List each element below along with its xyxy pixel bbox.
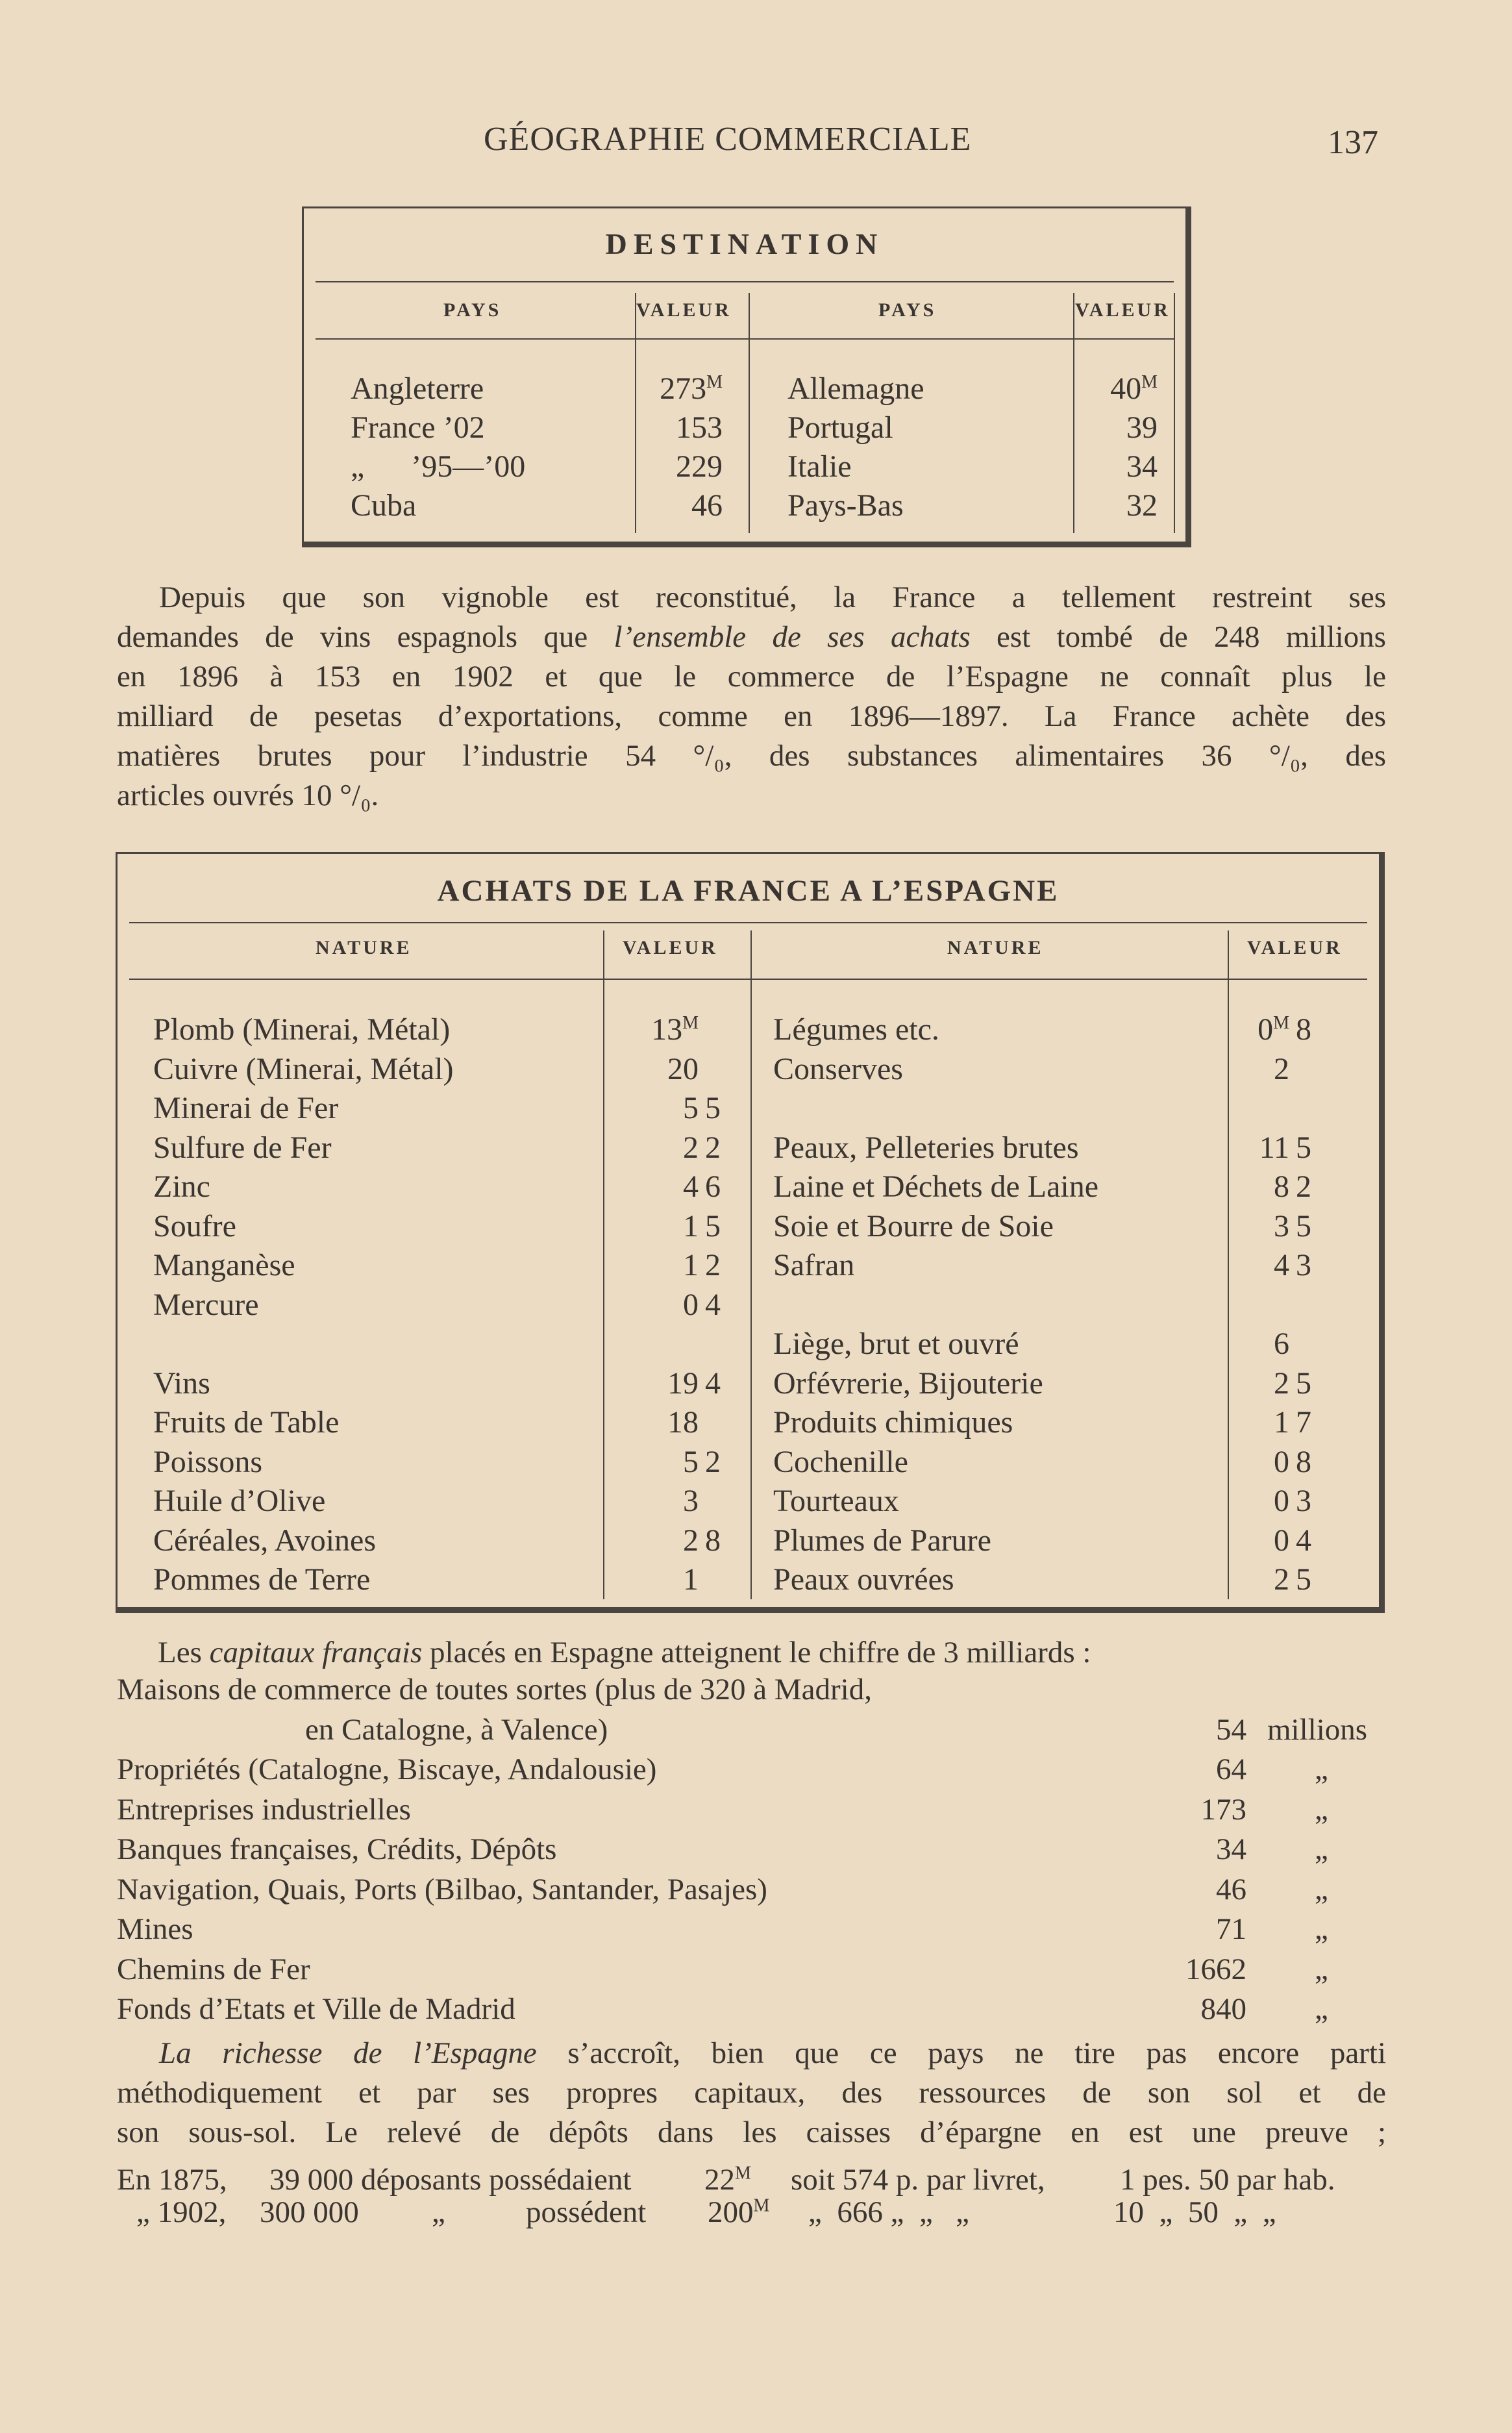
table-cell: 8 <box>1274 1169 1289 1204</box>
table-cell: Produits chimiques <box>773 1405 1013 1440</box>
running-title: GÉOGRAPHIE COMMERCIALE <box>484 121 972 158</box>
table-cell: Poissons <box>153 1445 263 1479</box>
text-line: articles ouvrés 10 °/₀. <box>117 779 379 812</box>
table-cell: Plomb (Minerai, Métal) <box>153 1012 451 1047</box>
investment-value: 71 <box>1216 1912 1246 1946</box>
column-header: PAYS <box>443 299 502 321</box>
investment-value: 840 <box>1200 1992 1246 2026</box>
table-cell: 4 <box>705 1288 721 1322</box>
page-number: 137 <box>1328 124 1378 161</box>
table-cell: 229 <box>676 449 723 484</box>
table-cell: 5 <box>705 1091 721 1125</box>
investment-unit: „ <box>1315 1793 1328 1827</box>
table-cell: Mercure <box>153 1288 259 1322</box>
investment-unit: „ <box>1315 1992 1328 2026</box>
table-cell: 1 <box>683 1209 699 1243</box>
table-cell: 0 <box>683 1288 699 1322</box>
table-cell: Allemagne <box>787 371 924 406</box>
investment-unit: „ <box>1315 1753 1328 1786</box>
savings-per-book: „ 666 „ „ „ <box>808 2195 969 2229</box>
table-cell: 2 <box>683 1523 699 1558</box>
investment-label: Fonds d’Etats et Ville de Madrid <box>117 1992 515 2026</box>
column-header: PAYS <box>878 299 937 321</box>
table-rule <box>316 281 1174 282</box>
text-line: méthodiquement et par ses propres capitaux, des ressources de son sol et de <box>117 2076 1386 2110</box>
investment-label: Chemins de Fer <box>117 1953 310 1986</box>
investment-label: Entreprises industrielles <box>117 1793 411 1827</box>
table-cell: 39 <box>1126 410 1158 445</box>
table-cell: 3 <box>1296 1248 1311 1282</box>
table-cell: „ ’95—’00 <box>351 449 526 484</box>
table-cell: Orfévrerie, Bijouterie <box>773 1366 1043 1401</box>
table-cell: 5 <box>1296 1130 1311 1165</box>
table-cell: Minerai de Fer <box>153 1091 339 1125</box>
table-cell: Laine et Déchets de Laine <box>773 1169 1099 1204</box>
table-cell: 18 <box>667 1405 699 1440</box>
table-cell: 5 <box>683 1091 699 1125</box>
table-cell: 8 <box>705 1523 721 1558</box>
table-cell: $273^M$ <box>660 371 723 406</box>
investment-label: Navigation, Quais, Ports (Bilbao, Santander, Pasajes) <box>117 1873 767 1906</box>
column-header: VALEUR <box>1247 937 1343 958</box>
table-cell: 2 <box>683 1130 699 1165</box>
table-cell: Sulfure de Fer <box>153 1130 332 1165</box>
table-cell: 8 <box>1296 1445 1311 1479</box>
table-cell: Soie et Bourre de Soie <box>773 1209 1054 1243</box>
savings-depositors: 39 000 déposants possédaient <box>269 2163 632 2197</box>
investments-intro: Les capitaux français placés en Espagne atteignent le chiffre de 3 milliards : <box>158 1636 1091 1669</box>
table-cell: 4 <box>1274 1248 1289 1282</box>
table-cell: Cuba <box>351 488 417 523</box>
column-header: VALEUR <box>636 299 732 321</box>
savings-amount: $200^M$ <box>708 2195 770 2229</box>
savings-per-book: soit 574 p. par livret, <box>791 2163 1045 2197</box>
savings-depositors: 300 000 <box>260 2195 359 2229</box>
savings-year: En 1875, <box>117 2163 227 2197</box>
table-cell: Cuivre (Minerai, Métal) <box>153 1052 454 1086</box>
table-cell: $40^M$ <box>1110 371 1158 406</box>
table-cell: 8 <box>1296 1012 1311 1047</box>
table-cell: 5 <box>1296 1209 1311 1243</box>
table-cell: 11 <box>1259 1130 1289 1165</box>
table-cell: 2 <box>1274 1052 1289 1086</box>
investment-label: Propriétés (Catalogne, Biscaye, Andalousie) <box>117 1753 657 1786</box>
column-header: NATURE <box>316 937 412 958</box>
table-cell: Tourteaux <box>773 1484 899 1518</box>
column-divider <box>1174 293 1175 533</box>
table-cell: 46 <box>691 488 723 523</box>
table-cell: Cochenille <box>773 1445 908 1479</box>
column-divider <box>603 930 604 1599</box>
table-cell: 2 <box>705 1130 721 1165</box>
column-header: NATURE <box>947 937 1044 958</box>
table-cell: France ’02 <box>351 410 485 445</box>
ditto-mark: „ <box>432 2195 445 2229</box>
investment-unit: „ <box>1315 1912 1328 1946</box>
investment-unit: „ <box>1315 1953 1328 1986</box>
table-cell: 0 <box>1274 1484 1289 1518</box>
table-cell: 1 <box>1274 1405 1289 1440</box>
investment-unit: „ <box>1315 1832 1328 1866</box>
table-cell: Pays-Bas <box>787 488 904 523</box>
table-cell: 1 <box>683 1562 699 1597</box>
table-cell: 6 <box>705 1169 721 1204</box>
investment-unit: millions <box>1267 1713 1368 1747</box>
table-cell: Angleterre <box>351 371 484 406</box>
table-cell: 19 <box>667 1366 699 1401</box>
table-cell: Manganèse <box>153 1248 295 1282</box>
table-cell: Fruits de Table <box>153 1405 340 1440</box>
column-divider <box>750 930 752 1599</box>
column-divider <box>1228 930 1229 1599</box>
text-line: Depuis que son vignoble est reconstitué, la France a tellement restreint ses <box>159 580 1386 614</box>
table-cell: 5 <box>1296 1562 1311 1597</box>
table-cell: 1 <box>683 1248 699 1282</box>
table-cell: Plumes de Parure <box>773 1523 991 1558</box>
table-cell: Italie <box>787 449 852 484</box>
table-cell: 3 <box>683 1484 699 1518</box>
table-rule <box>129 922 1367 923</box>
table-cell: 4 <box>1296 1523 1311 1558</box>
table-cell: $13^M$ <box>651 1012 699 1047</box>
column-divider <box>749 293 750 533</box>
table-cell: Liège, brut et ouvré <box>773 1327 1019 1361</box>
table-cell: 2 <box>1274 1366 1289 1401</box>
table-cell: Safran <box>773 1248 855 1282</box>
table-rule <box>316 338 1174 340</box>
table-cell: 0 <box>1274 1523 1289 1558</box>
table-cell: 5 <box>683 1445 699 1479</box>
investment-unit: „ <box>1315 1873 1328 1906</box>
savings-verb: possédent <box>526 2195 647 2229</box>
table-cell: Soufre <box>153 1209 236 1243</box>
table-cell: 153 <box>676 410 723 445</box>
destination-table <box>302 206 1191 547</box>
achats-table <box>116 852 1385 1613</box>
table-cell: 4 <box>683 1169 699 1204</box>
table-cell: 34 <box>1126 449 1158 484</box>
achats-table-title: ACHATS DE LA FRANCE A L’ESPAGNE <box>437 874 1060 908</box>
investment-label: Mines <box>117 1912 193 1946</box>
paragraph-richesse <box>117 2034 1386 2152</box>
table-cell: Pommes de Terre <box>153 1562 371 1597</box>
investment-value: 46 <box>1216 1873 1246 1906</box>
table-cell: 2 <box>1296 1169 1311 1204</box>
investment-value: 54 <box>1216 1713 1246 1747</box>
paragraph-vins <box>117 578 1386 816</box>
table-cell: Vins <box>153 1366 210 1401</box>
table-cell: 3 <box>1274 1209 1289 1243</box>
text-line: matières brutes pour l’industrie 54 °/₀, des substances alimentaires 36 °/₀, des <box>117 739 1386 773</box>
destination-table-title: DESTINATION <box>605 227 884 260</box>
text-line: La richesse de l’Espagne s’accroît, bien que ce pays ne tire pas encore parti <box>159 2036 1386 2070</box>
table-cell: 2 <box>705 1248 721 1282</box>
table-cell: 5 <box>1296 1366 1311 1401</box>
table-cell: 5 <box>705 1209 721 1243</box>
savings-amount: $22^M$ <box>704 2163 751 2197</box>
savings-per-inhabitant: 1 pes. 50 par hab. <box>1120 2163 1335 2197</box>
table-cell: Légumes etc. <box>773 1012 939 1047</box>
table-cell: Conserves <box>773 1052 903 1086</box>
investment-value: 1662 <box>1185 1953 1246 1986</box>
table-cell: 0 <box>1274 1445 1289 1479</box>
table-cell: Peaux ouvrées <box>773 1562 954 1597</box>
table-cell: 32 <box>1126 488 1158 523</box>
savings-year: „ 1902, <box>136 2195 227 2229</box>
column-divider <box>1073 293 1074 533</box>
table-cell: 4 <box>705 1366 721 1401</box>
table-cell: 2 <box>705 1445 721 1479</box>
investment-label: Banques françaises, Crédits, Dépôts <box>117 1832 557 1866</box>
savings-per-inhabitant: 10 „ 50 „ „ <box>1113 2195 1276 2229</box>
table-cell: $0^M$ <box>1258 1012 1289 1047</box>
text-line: demandes de vins espagnols que l’ensemble de ses achats est tombé de 248 millions <box>117 620 1386 654</box>
table-cell: 20 <box>667 1052 699 1086</box>
table-cell: Portugal <box>787 410 893 445</box>
investment-value: 34 <box>1216 1832 1246 1866</box>
column-divider <box>635 293 636 533</box>
table-cell: Zinc <box>153 1169 210 1204</box>
column-header: VALEUR <box>623 937 718 958</box>
investment-label: en Catalogne, à Valence) <box>305 1713 608 1747</box>
investment-label: Maisons de commerce de toutes sortes (plus de 320 à Madrid, <box>117 1673 872 1706</box>
column-header: VALEUR <box>1075 299 1171 321</box>
text-line: milliard de pesetas d’exportations, comme en 1896—1897. La France achète des <box>117 699 1386 733</box>
table-cell: 7 <box>1296 1405 1311 1440</box>
investment-value: 64 <box>1216 1753 1246 1786</box>
text-line: son sous-sol. Le relevé de dépôts dans les caisses d’épargne en est une preuve ; <box>117 2115 1386 2149</box>
table-cell: 6 <box>1274 1327 1289 1361</box>
table-cell: Céréales, Avoines <box>153 1523 377 1558</box>
table-cell: Peaux, Pelleteries brutes <box>773 1130 1079 1165</box>
table-cell: 2 <box>1274 1562 1289 1597</box>
table-rule <box>129 979 1367 980</box>
text-line: en 1896 à 153 en 1902 et que le commerce de l’Espagne ne connaît plus le <box>117 660 1386 693</box>
table-cell: 3 <box>1296 1484 1311 1518</box>
table-cell: Huile d’Olive <box>153 1484 326 1518</box>
investment-value: 173 <box>1200 1793 1246 1827</box>
